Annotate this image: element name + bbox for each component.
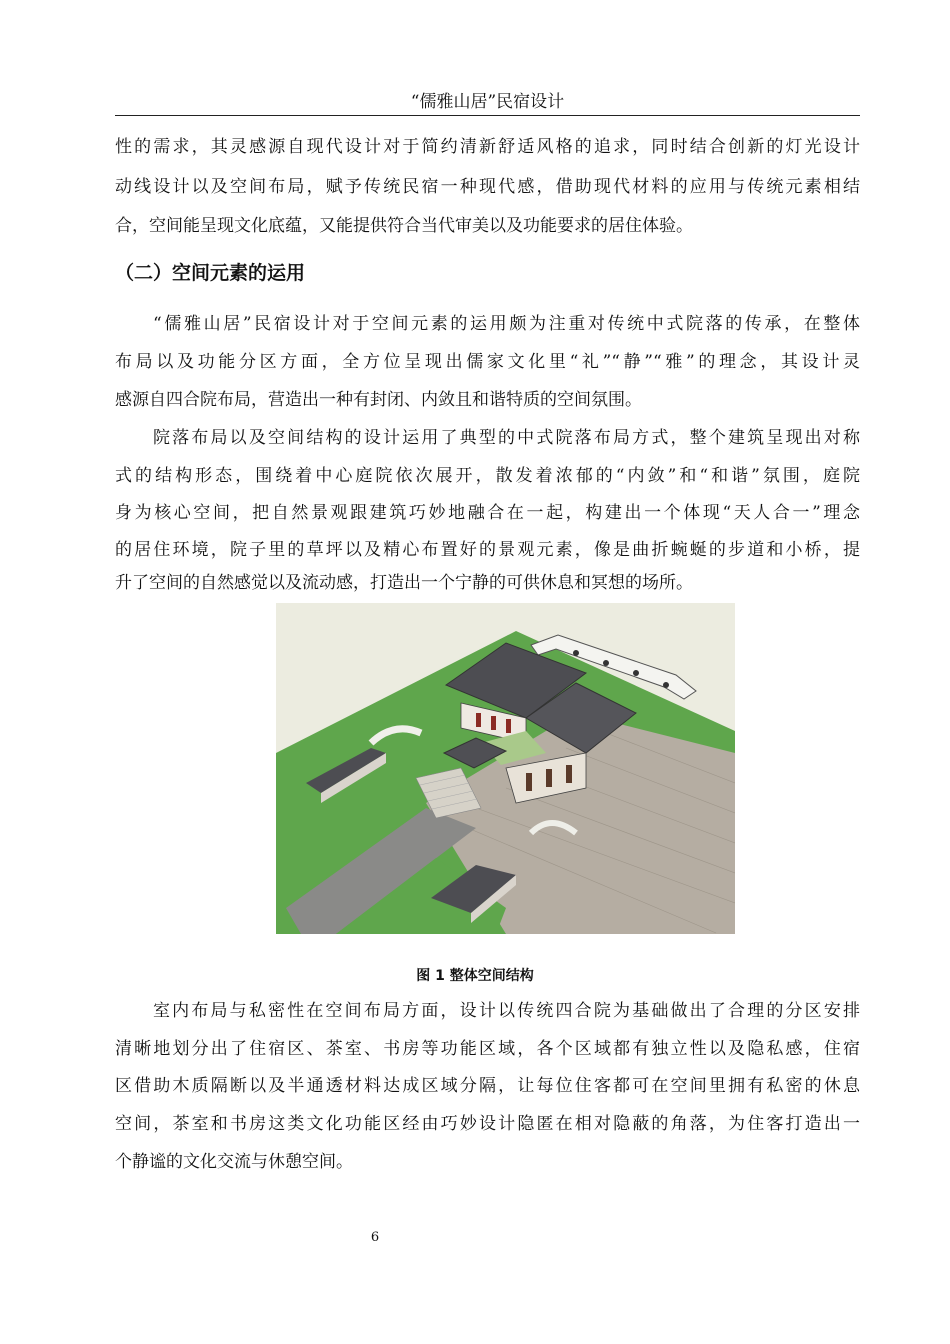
page-number: 6	[370, 1230, 380, 1245]
paragraph-line: 院落布局以及空间结构的设计运用了典型的中式院落布局方式，整个建筑呈现出对称	[153, 428, 860, 448]
paragraph-line: 布局以及功能分区方面，全方位呈现出儒家文化里“礼”“静”“雅”的理念，其设计灵	[115, 352, 860, 372]
paragraph-line: 身为核心空间，把自然景观跟建筑巧妙地融合在一起，构建出一个体现“天人合一”理念	[115, 503, 860, 523]
paragraph-line: 合，空间能呈现文化底蕴，又能提供符合当代审美以及功能要求的居住体验。	[115, 216, 693, 236]
paragraph-line: 升了空间的自然感觉以及流动感，打造出一个宁静的可供休息和冥想的场所。	[115, 573, 693, 593]
paragraph-line: 式的结构形态，围绕着中心庭院依次展开，散发着浓郁的“内敛”和“和谐”氛围，庭院	[115, 466, 860, 486]
paragraph-line: 空间，茶室和书房这类文化功能区经由巧妙设计隐匿在相对隐蔽的角落，为住客打造出一	[115, 1114, 860, 1134]
paragraph-line: 区借助木质隔断以及半通透材料达成区域分隔，让每位住客都可在空间里拥有私密的休息	[115, 1076, 860, 1096]
paragraph-line: 清晰地划分出了住宿区、茶室、书房等功能区域，各个区域都有独立性以及隐私感，住宿	[115, 1039, 860, 1059]
paragraph-line: 性的需求，其灵感源自现代设计对于简约清新舒适风格的追求，同时结合创新的灯光设计	[115, 137, 860, 157]
paragraph-line: 个静谧的文化交流与休憩空间。	[115, 1152, 353, 1172]
section-title: （二）空间元素的运用	[115, 262, 306, 284]
page-header: “儒雅山居”民宿设计	[115, 90, 860, 116]
paragraph-line: 室内布局与私密性在空间布局方面，设计以传统四合院为基础做出了合理的分区安排	[153, 1001, 860, 1021]
paragraph-line: 的居住环境，院子里的草坪以及精心布置好的景观元素，像是曲折蜿蜒的步道和小桥，提	[115, 540, 860, 560]
figure-caption: 图 1 整体空间结构	[416, 968, 534, 984]
paragraph-line: “儒雅山居”民宿设计对于空间元素的运用颇为注重对传统中式院落的传承，在整体	[153, 314, 860, 334]
site-rendering-image	[276, 603, 735, 934]
paragraph-line: 动线设计以及空间布局，赋予传统民宿一种现代感，借助现代材料的应用与传统元素相结	[115, 177, 860, 197]
paragraph-line: 感源自四合院布局，营造出一种有封闭、内敛且和谐特质的空间氛围。	[115, 390, 642, 410]
